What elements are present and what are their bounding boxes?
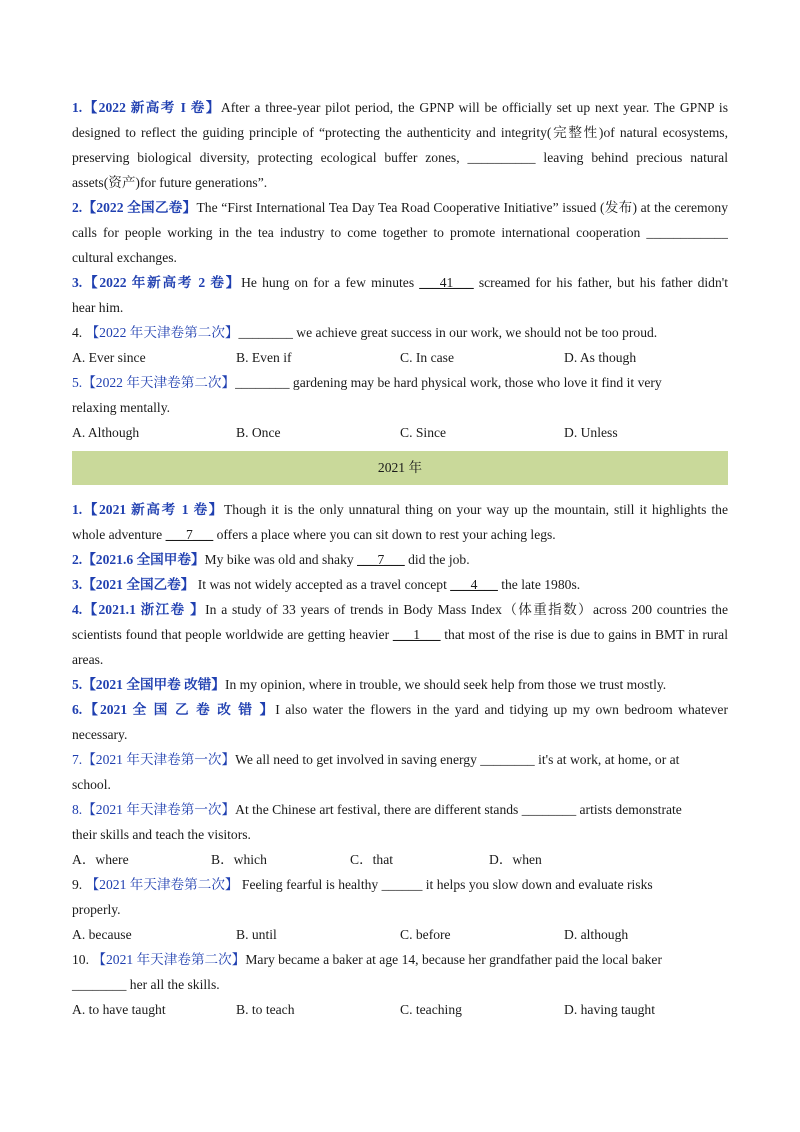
- question-2021-8: 8.【2021 年天津卷第一次】At the Chinese art festival, there are different stands ________ artists demonstrate their skills and teach the visitors. A．where B．which C．that D．when: [72, 797, 728, 872]
- document-page: [72, 95, 728, 1022]
- option-b: B. to teach: [236, 1002, 295, 1017]
- source-tag: 2.【2022 全国乙卷】: [72, 200, 197, 215]
- source-tag: 6.【2021 全 国 乙 卷 改 错 】: [72, 702, 276, 717]
- option-b: B. Even if: [236, 350, 292, 365]
- options-row: [72, 997, 728, 1022]
- option-a: A. because: [72, 927, 132, 942]
- option-b: B. Once: [236, 425, 281, 440]
- option-c: C．that: [350, 852, 394, 867]
- option-c: C. In case: [400, 350, 454, 365]
- option-d: D．when: [489, 852, 542, 867]
- answer-blank: ___4___: [450, 577, 498, 592]
- option-c: C. Since: [400, 425, 447, 440]
- source-tag: 【2022 年天津卷第二次】: [85, 325, 239, 340]
- source-tag: 3.【2022 年新高考 2 卷】: [72, 275, 242, 290]
- option-d: D. Unless: [564, 425, 618, 440]
- option-b: B. until: [236, 927, 277, 942]
- question-2021-1: 1.【2021 新高考 1 卷】Though it is the only unnatural thing on your way up the mountain, still it highlights the whole adventure ___7___ offers a place where you can sit down to rest your aching legs.: [72, 502, 728, 542]
- option-a: A. Although: [72, 425, 140, 440]
- question-2022-1: 1.【2022 新高考 I 卷】After a three-year pilot period, the GPNP will be officially set up next year. The GPNP is designed to reflect the guiding principle of “protecting the authenticity and integrity(完整性)of natural ecosystems, preserving biological diversity, protecting ecological buffer zones, __________ leaving behind precious natural assets(资产)for future generations”.: [72, 100, 728, 190]
- option-a: A. to have taught: [72, 1002, 166, 1017]
- question-2021-4: 4.【2021.1 浙江卷 】In a study of 33 years of trends in Body Mass Index（体重指数）across 200 countries the scientists found that people worldwide are getting heavier ___1___ that most of the rise is due to gains in BMT in rural areas.: [72, 602, 728, 667]
- section-header-2021: 2021 年: [72, 451, 728, 485]
- option-d: D. having taught: [564, 1002, 655, 1017]
- options-row: [72, 420, 728, 445]
- question-2022-5: 5.【2022 年天津卷第二次】________ gardening may be hard physical work, those who love it find it very relaxing mentally. A. Although B. Once C. Since D. Unless: [72, 370, 728, 445]
- question-2021-9: 9. 【2021 年天津卷第二次】 Feeling fearful is healthy ______ it helps you slow down and evaluate risks properly. A. because B. until C. before D. although: [72, 872, 728, 947]
- question-2021-3: 3.【2021 全国乙卷】 It was not widely accepted as a travel concept ___4___ the late 1980s.: [72, 577, 581, 592]
- options-row: [72, 922, 728, 947]
- question-2021-10: 10. 【2021 年天津卷第二次】Mary became a baker at age 14, because her grandfather paid the local baker ________ her all the skills. A. to have taught B. to teach C. teaching D. having taught: [72, 947, 728, 1022]
- question-2022-2: 2.【2022 全国乙卷】The “First International Tea Day Tea Road Cooperative Initiative” issued (发布) at the ceremony calls for people working in the tea industry to come together to promote international cooperation ____________ cultural exchanges.: [72, 200, 728, 265]
- source-tag: 4.【2021.1 浙江卷 】: [72, 602, 206, 617]
- source-tag: 1.【2022 新高考 I 卷】: [72, 100, 221, 115]
- answer-blank: ___7___: [165, 527, 214, 542]
- question-2022-3: 3.【2022 年新高考 2 卷】He hung on for a few minutes ___41___ screamed for his father, but his father didn't hear him.: [72, 275, 728, 315]
- options-row: [72, 345, 728, 370]
- option-a: A．where: [72, 852, 129, 867]
- source-tag: 1.【2021 新高考 1 卷】: [72, 502, 224, 517]
- source-tag: 7.【2021 年天津卷第一次】: [72, 752, 236, 767]
- options-row: [72, 847, 728, 872]
- source-tag: 8.【2021 年天津卷第一次】: [72, 802, 236, 817]
- answer-blank: ___1___: [392, 627, 441, 642]
- source-tag: 2.【2021.6 全国甲卷】: [72, 552, 205, 567]
- question-2022-4: 4. 【2022 年天津卷第二次】________ we achieve great success in our work, we should not be too proud. A. Ever since B. Even if C. In case D. As though: [72, 320, 728, 370]
- option-c: C. teaching: [400, 1002, 462, 1017]
- option-d: D. although: [564, 927, 629, 942]
- question-2021-5: 5.【2021 全国甲卷 改错】In my opinion, where in trouble, we should seek help from those we trust mostly.: [72, 677, 667, 692]
- option-b: B．which: [211, 852, 267, 867]
- question-2021-2: 2.【2021.6 全国甲卷】My bike was old and shaky ___7___ did the job.: [72, 552, 470, 567]
- option-d: D. As though: [564, 350, 637, 365]
- source-tag: 5.【2022 年天津卷第二次】: [72, 375, 236, 390]
- question-2021-6: 6.【2021 全 国 乙 卷 改 错 】I also water the flowers in the yard and tidying up my own bedroom whatever necessary.: [72, 702, 728, 742]
- source-tag: 3.【2021 全国乙卷】: [72, 577, 195, 592]
- option-c: C. before: [400, 927, 451, 942]
- answer-blank: ___7___: [357, 552, 405, 567]
- source-tag: 【2021 年天津卷第二次】: [92, 952, 246, 967]
- source-tag: 5.【2021 全国甲卷 改错】: [72, 677, 225, 692]
- answer-blank: ___41___: [419, 275, 474, 290]
- question-2021-7: 7.【2021 年天津卷第一次】We all need to get involved in saving energy ________ it's at work, at home, or at school.: [72, 752, 680, 792]
- source-tag: 【2021 年天津卷第二次】: [85, 877, 239, 892]
- option-a: A. Ever since: [72, 350, 146, 365]
